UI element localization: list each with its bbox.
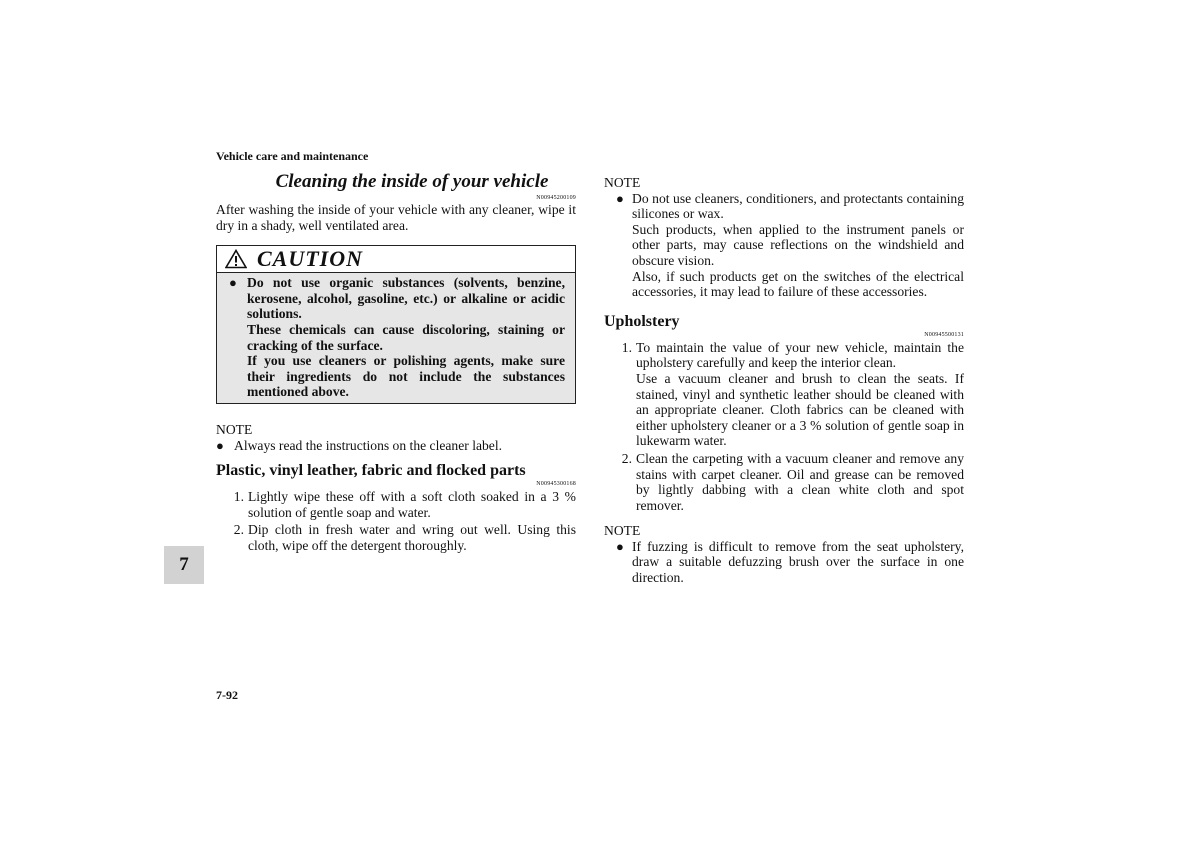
step-number: 1. bbox=[621, 339, 632, 355]
intro-paragraph: After washing the inside of your vehicle with any cleaner, wipe it dry in a shady, well ventilated area. bbox=[216, 202, 576, 233]
left-column bbox=[216, 170, 576, 554]
note-text: If fuzzing is difficult to remove from the seat upholstery, draw a suitable defuzzing brush over the surface in one direction. bbox=[632, 538, 964, 586]
list-item bbox=[604, 340, 964, 449]
section-code: N00945300168 bbox=[536, 481, 576, 488]
section-title-upholstery: Upholstery bbox=[604, 312, 680, 330]
note-label: NOTE bbox=[216, 421, 253, 437]
step-number: 2. bbox=[233, 522, 244, 538]
running-header: Vehicle care and maintenance bbox=[216, 149, 369, 163]
step-text: Dip cloth in fresh water and wring out well. Using this cloth, wipe off the detergent thoroughly. bbox=[248, 522, 576, 553]
chapter-tab: 7 bbox=[164, 546, 204, 584]
caution-body bbox=[217, 273, 575, 403]
bullet-icon: ● bbox=[616, 190, 624, 206]
section-code: N00945500131 bbox=[924, 331, 964, 338]
list-item bbox=[604, 451, 964, 513]
note-text-1: Do not use cleaners, conditioners, and protectants containing silicones or wax. bbox=[632, 190, 964, 222]
step-number: 1. bbox=[233, 489, 244, 505]
right-column bbox=[604, 175, 964, 586]
caution-label: CAUTION bbox=[257, 246, 364, 272]
note-text-2: Such products, when applied to the instrument panels or other parts, may cause reflections on the windshield and obscure vision. bbox=[632, 221, 964, 268]
note-label: NOTE bbox=[604, 523, 641, 539]
list-item bbox=[216, 522, 576, 553]
upholstery-steps bbox=[604, 340, 964, 514]
plastic-steps bbox=[216, 489, 576, 553]
page-number: 7-92 bbox=[216, 688, 238, 702]
warning-triangle-icon bbox=[225, 249, 247, 269]
step-number: 2. bbox=[621, 450, 632, 466]
list-item bbox=[216, 489, 576, 520]
note-text-3: Also, if such products get on the switches of the electrical accessories, it may lead to failure of these accessories. bbox=[632, 268, 964, 300]
bullet-icon: ● bbox=[216, 437, 224, 453]
note-item bbox=[604, 191, 964, 300]
note-item bbox=[216, 438, 576, 454]
caution-text-2: These chemicals can cause discoloring, staining or cracking of the surface. bbox=[247, 321, 565, 353]
caution-header bbox=[217, 246, 575, 273]
bullet-icon: ● bbox=[229, 275, 237, 291]
step-text: Lightly wipe these off with a soft cloth soaked in a 3 % solution of gentle soap and water. bbox=[248, 489, 576, 520]
note-item bbox=[604, 539, 964, 586]
caution-box bbox=[216, 245, 576, 404]
caution-text-1: Do not use organic substances (solvents, benzine, kerosene, alcohol, gasoline, etc.) or alkaline or acidic solutions. bbox=[247, 275, 565, 322]
section-title-plastic: Plastic, vinyl leather, fabric and flocked parts bbox=[216, 462, 526, 480]
note-label: NOTE bbox=[604, 175, 641, 190]
note-text: Always read the instructions on the cleaner label. bbox=[234, 437, 503, 453]
step-text: Clean the carpeting with a vacuum cleaner and remove any stains with carpet cleaner. Oil and grease can be removed by lightly dabbing with a clean white cloth and spot remover. bbox=[636, 450, 964, 513]
step-text: To maintain the value of your new vehicle, maintain the upholstery carefully and keep the interior clean. bbox=[636, 339, 964, 371]
step-text-continued: Use a vacuum cleaner and brush to clean the seats. If stained, vinyl and synthetic leather should be cleaned with an appropriate cleaner. Cloth fabrics can be cleaned with either upholstery cleaner or a 3 % solution of gentle soap in lukewarm water. bbox=[636, 370, 964, 449]
caution-text-3: If you use cleaners or polishing agents, make sure their ingredients do not include the substances mentioned above. bbox=[247, 353, 565, 400]
bullet-icon: ● bbox=[616, 538, 624, 554]
title-code: N00945200109 bbox=[536, 195, 576, 201]
page-title: Cleaning the inside of your vehicle bbox=[275, 171, 549, 192]
